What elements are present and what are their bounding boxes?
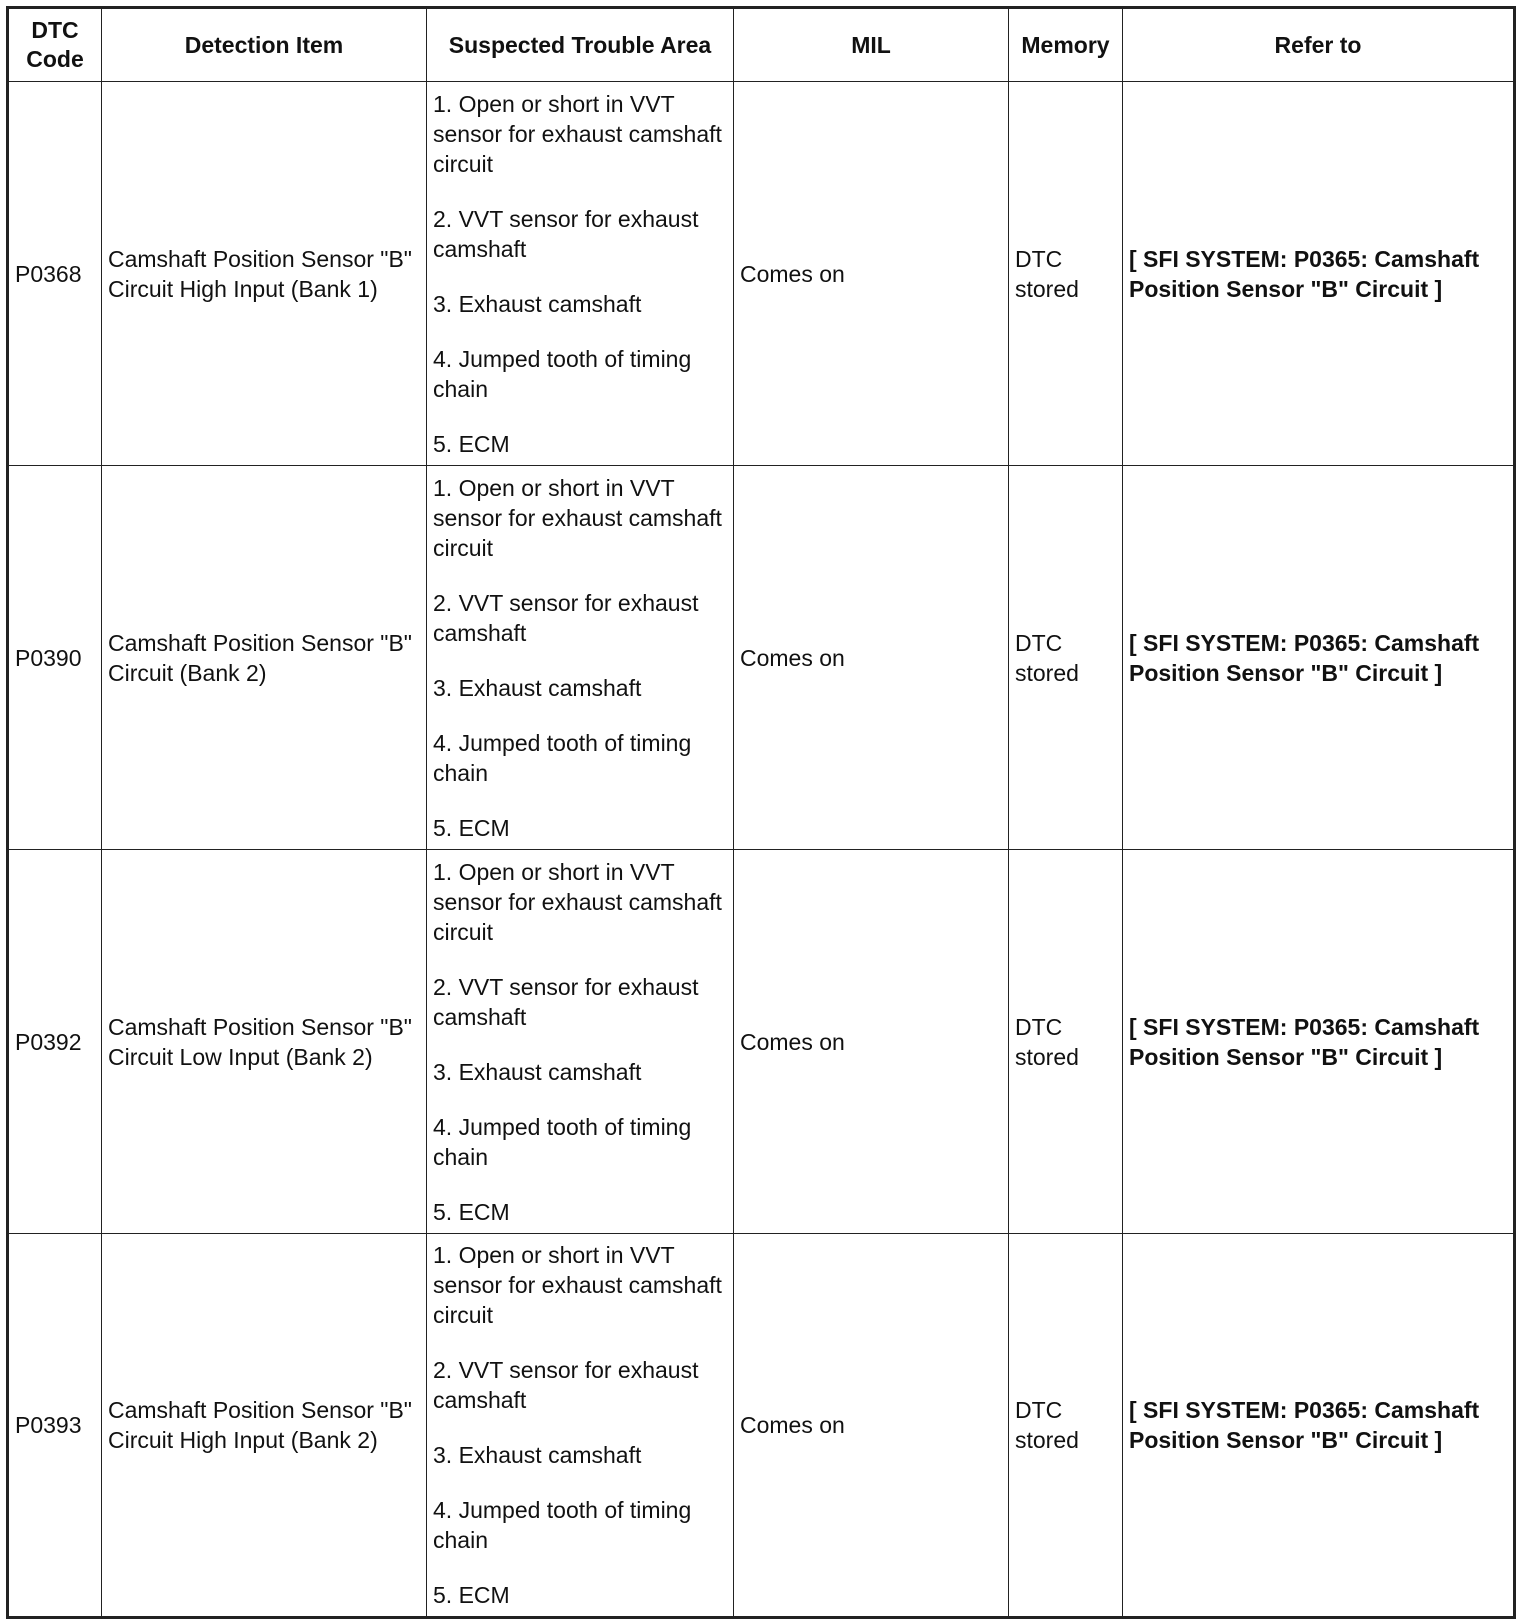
- dtc-table: [6, 6, 1516, 1619]
- dtc-code-cell: P0368: [8, 82, 102, 466]
- detection-item-cell: Camshaft Position Sensor "B" Circuit Low Input (Bank 2): [102, 850, 427, 1234]
- trouble-area-cell: [427, 1234, 734, 1618]
- table-row: [8, 1234, 1515, 1618]
- trouble-area-item: 3. Exhaust camshaft: [433, 290, 642, 317]
- trouble-area-item: 2. VVT sensor for exhaust camshaft: [433, 1357, 699, 1413]
- trouble-area-cell: [427, 466, 734, 850]
- trouble-area-item: 4. Jumped tooth of timing chain: [433, 729, 692, 786]
- trouble-area-item: 1. Open or short in VVT sensor for exhaust camshaft circuit: [433, 1242, 722, 1328]
- header-detection-item: Detection Item: [102, 8, 427, 82]
- trouble-area-item: 4. Jumped tooth of timing chain: [433, 1113, 692, 1170]
- trouble-area-item: 5. ECM: [433, 814, 510, 841]
- refer-to-link[interactable]: [ SFI SYSTEM: P0365: Camshaft Position Sensor "B" Circuit ]: [1123, 466, 1515, 850]
- detection-item-cell: Camshaft Position Sensor "B" Circuit High Input (Bank 1): [102, 82, 427, 466]
- trouble-area-item: 4. Jumped tooth of timing chain: [433, 1497, 692, 1553]
- refer-to-link[interactable]: [ SFI SYSTEM: P0365: Camshaft Position Sensor "B" Circuit ]: [1123, 1234, 1515, 1618]
- detection-item-cell: Camshaft Position Sensor "B" Circuit High Input (Bank 2): [102, 1234, 427, 1618]
- refer-to-link[interactable]: [ SFI SYSTEM: P0365: Camshaft Position Sensor "B" Circuit ]: [1123, 82, 1515, 466]
- trouble-area-item: 3. Exhaust camshaft: [433, 1058, 642, 1085]
- table-row: [8, 82, 1515, 466]
- memory-cell: DTC stored: [1009, 466, 1123, 850]
- trouble-area-item: 3. Exhaust camshaft: [433, 674, 642, 701]
- dtc-code-cell: P0390: [8, 466, 102, 850]
- header-mil: MIL: [734, 8, 1009, 82]
- trouble-area-item: 1. Open or short in VVT sensor for exhaust camshaft circuit: [433, 90, 722, 177]
- memory-cell: DTC stored: [1009, 1234, 1123, 1618]
- table-row: [8, 850, 1515, 1234]
- trouble-area-item: 5. ECM: [433, 430, 510, 457]
- table-row: [8, 466, 1515, 850]
- trouble-area-item: 5. ECM: [433, 1198, 510, 1225]
- mil-cell: Comes on: [734, 1234, 1009, 1618]
- trouble-area-cell: [427, 850, 734, 1234]
- trouble-area-item: 2. VVT sensor for exhaust camshaft: [433, 589, 699, 646]
- trouble-area-item: 4. Jumped tooth of timing chain: [433, 345, 692, 402]
- header-memory: Memory: [1009, 8, 1123, 82]
- trouble-area-item: 2. VVT sensor for exhaust camshaft: [433, 973, 699, 1030]
- trouble-area-item: 1. Open or short in VVT sensor for exhaust camshaft circuit: [433, 474, 722, 561]
- dtc-code-cell: P0392: [8, 850, 102, 1234]
- dtc-code-cell: P0393: [8, 1234, 102, 1618]
- trouble-area-item: 5. ECM: [433, 1582, 510, 1608]
- detection-item-cell: Camshaft Position Sensor "B" Circuit (Bank 2): [102, 466, 427, 850]
- memory-cell: DTC stored: [1009, 850, 1123, 1234]
- trouble-area-cell: [427, 82, 734, 466]
- mil-cell: Comes on: [734, 82, 1009, 466]
- header-dtc-code: DTC Code: [8, 8, 102, 82]
- table-header: [8, 8, 1515, 82]
- trouble-area-item: 1. Open or short in VVT sensor for exhaust camshaft circuit: [433, 858, 722, 945]
- mil-cell: Comes on: [734, 466, 1009, 850]
- trouble-area-item: 3. Exhaust camshaft: [433, 1442, 642, 1468]
- header-row: [8, 8, 1515, 82]
- header-refer-to: Refer to: [1123, 8, 1515, 82]
- refer-to-link[interactable]: [ SFI SYSTEM: P0365: Camshaft Position Sensor "B" Circuit ]: [1123, 850, 1515, 1234]
- header-suspected-trouble-area: Suspected Trouble Area: [427, 8, 734, 82]
- trouble-area-item: 2. VVT sensor for exhaust camshaft: [433, 205, 699, 262]
- table-body: [8, 82, 1515, 1618]
- memory-cell: DTC stored: [1009, 82, 1123, 466]
- mil-cell: Comes on: [734, 850, 1009, 1234]
